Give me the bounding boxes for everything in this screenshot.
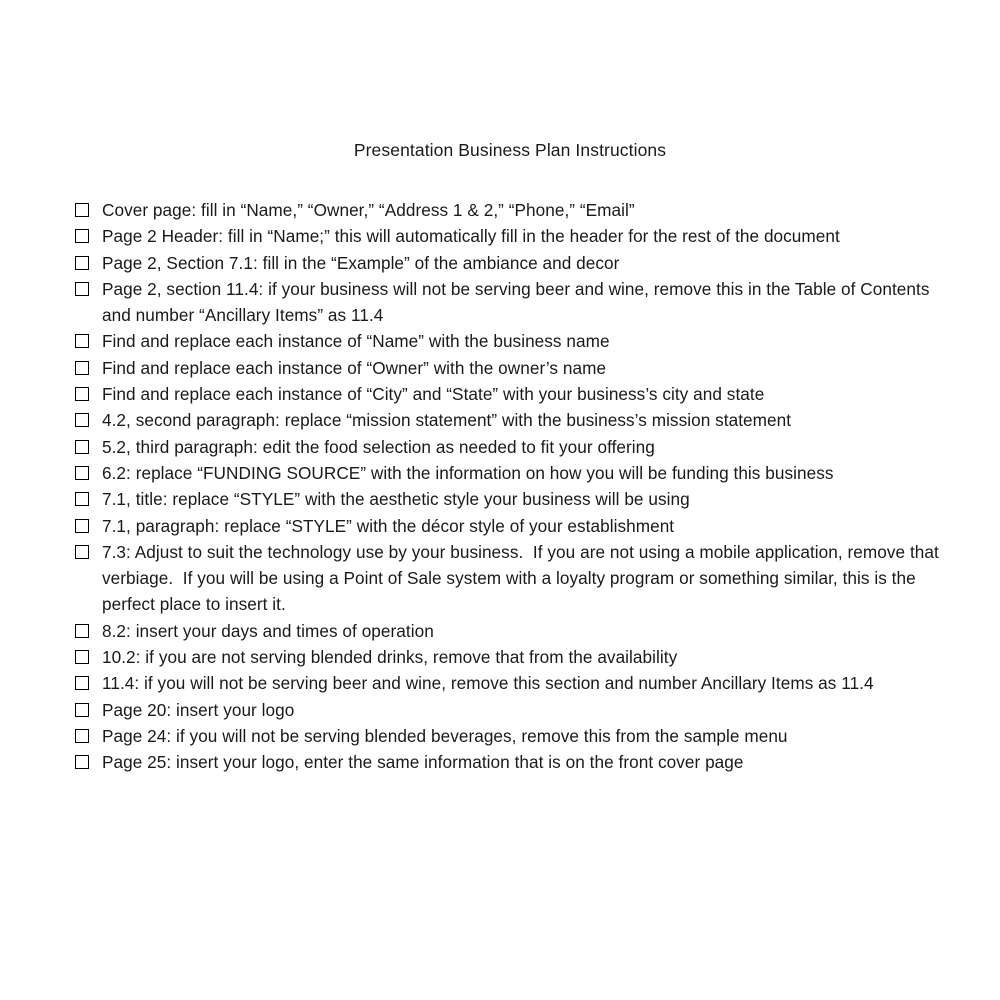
checkbox-icon — [75, 229, 89, 243]
page-title: Presentation Business Plan Instructions — [353, 140, 667, 160]
checkbox-icon — [75, 703, 89, 717]
checklist-item — [75, 723, 945, 749]
checklist-item-text: 10.2: if you are not serving blended drinks, remove that from the availability — [102, 647, 678, 668]
checkbox-icon — [75, 361, 89, 375]
checklist-item-text: Page 2, Section 7.1: fill in the “Example” of the ambiance and decor — [102, 252, 620, 273]
checklist-item-text: Page 24: if you will not be serving blended beverages, remove this from the sample menu — [102, 725, 788, 746]
checklist-item-text: 7.3: Adjust to suit the technology use by your business. If you are not using a mobile application, remove that verbiage. If you will be using a Point of Sale system with a loyalty program or something similar, this is the perfect place to insert it. — [102, 541, 944, 615]
checkbox-icon — [75, 755, 89, 769]
checkbox-icon — [75, 492, 89, 506]
checklist-item-text: Find and replace each instance of “City” and “State” with your business’s city and state — [102, 384, 765, 405]
checklist-item — [75, 328, 945, 354]
checklist-item-text: Page 2 Header: fill in “Name;” this will automatically fill in the header for the rest of the document — [102, 226, 840, 247]
checklist-item — [75, 749, 945, 775]
checklist-item — [75, 381, 945, 407]
checkbox-icon — [75, 676, 89, 690]
checklist-item-text: 11.4: if you will not be serving beer and wine, remove this section and number Ancillary Items as 11.4 — [102, 673, 874, 694]
checklist-item-text: 7.1, paragraph: replace “STYLE” with the décor style of your establishment — [102, 515, 675, 536]
checklist-item-text: 6.2: replace “FUNDING SOURCE” with the information on how you will be funding this business — [102, 462, 834, 483]
checklist-item-text: Find and replace each instance of “Name” with the business name — [102, 331, 610, 352]
checklist-item-text: Find and replace each instance of “Owner” with the owner’s name — [102, 357, 607, 378]
checklist-item-text: Page 20: insert your logo — [102, 699, 295, 720]
checklist-item — [75, 513, 945, 539]
checkbox-icon — [75, 282, 89, 296]
checklist-item — [75, 644, 945, 670]
checkbox-icon — [75, 387, 89, 401]
checklist-item — [75, 223, 945, 249]
checklist-item — [75, 618, 945, 644]
checklist-item — [75, 460, 945, 486]
checkbox-icon — [75, 440, 89, 454]
checkbox-icon — [75, 413, 89, 427]
checklist-item-text: 7.1, title: replace “STYLE” with the aesthetic style your business will be using — [102, 489, 690, 510]
checklist-item-text: Cover page: fill in “Name,” “Owner,” “Address 1 & 2,” “Phone,” “Email” — [102, 200, 635, 220]
checkbox-icon — [75, 203, 89, 217]
checklist-item — [75, 355, 945, 381]
checklist-item — [75, 539, 945, 618]
checkbox-icon — [75, 256, 89, 270]
checklist-item — [75, 250, 945, 276]
instructions-checklist — [75, 197, 945, 776]
checklist-item — [75, 434, 945, 460]
checklist-item — [75, 697, 945, 723]
checklist-item — [75, 276, 945, 329]
checklist-item — [75, 197, 945, 223]
checkbox-icon — [75, 624, 89, 638]
checkbox-icon — [75, 334, 89, 348]
checklist-item-text: Page 2, section 11.4: if your business will not be serving beer and wine, remove this in the Table of Contents and number “Ancillary Items” as 11.4 — [102, 278, 935, 326]
checklist-item-text: 4.2, second paragraph: replace “mission statement” with the business’s mission statement — [102, 410, 792, 431]
checklist-item — [75, 670, 945, 696]
checkbox-icon — [75, 519, 89, 533]
checklist-item-text: 8.2: insert your days and times of operation — [102, 620, 434, 641]
checklist-item — [75, 486, 945, 512]
checkbox-icon — [75, 650, 89, 664]
checkbox-icon — [75, 466, 89, 480]
checkbox-icon — [75, 545, 89, 559]
checklist-item-text: Page 25: insert your logo, enter the same information that is on the front cover page — [102, 752, 744, 773]
checkbox-icon — [75, 729, 89, 743]
checklist-item — [75, 407, 945, 433]
checklist-item-text: 5.2, third paragraph: edit the food selection as needed to fit your offering — [102, 436, 655, 457]
